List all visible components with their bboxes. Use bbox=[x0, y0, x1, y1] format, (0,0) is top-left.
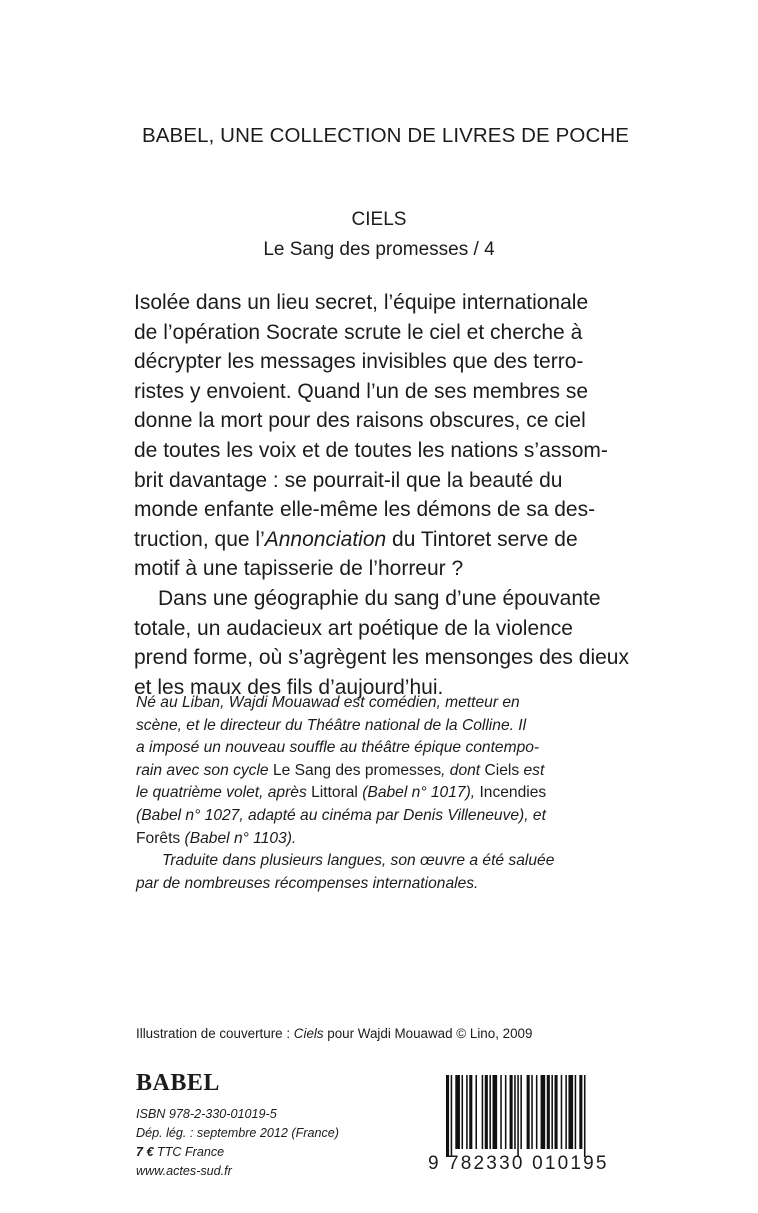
blurb-text: du Tintoret serve de bbox=[386, 527, 578, 551]
barcode-bar bbox=[469, 1075, 472, 1149]
barcode-bar bbox=[565, 1075, 567, 1149]
barcode-bar bbox=[541, 1075, 546, 1149]
bio-line bbox=[136, 782, 616, 805]
bio-line bbox=[136, 715, 616, 738]
blurb-line: prend forme, où s’agrègent les mensonges des dieux bbox=[134, 646, 629, 670]
blurb-line: motif à une tapisserie de l’horreur ? bbox=[134, 557, 464, 581]
credit-text: pour Wajdi Mouawad © Lino, 2009 bbox=[323, 1026, 533, 1041]
bio-text: scène, et le directeur du Théâtre national de la Colline. Il bbox=[136, 716, 527, 734]
author-bio bbox=[136, 692, 616, 895]
barcode-bar bbox=[455, 1075, 460, 1149]
title-block bbox=[200, 205, 558, 265]
legal-deposit: Dép. lég. : septembre 2012 (France) bbox=[136, 1126, 340, 1140]
barcode-bar bbox=[579, 1075, 582, 1149]
bio-line bbox=[136, 850, 616, 873]
blurb-line: brit davantage : se pourrait-il que la beauté du bbox=[134, 468, 563, 492]
barcode-bar bbox=[547, 1075, 550, 1149]
website: www.actes-sud.fr bbox=[136, 1164, 232, 1178]
blurb-line: de toutes les voix et de toutes les nations s’assom- bbox=[134, 438, 608, 462]
barcode-bar bbox=[584, 1075, 586, 1157]
barcode-bar bbox=[489, 1075, 491, 1149]
blurb-line: donne la mort pour des raisons obscures, ce ciel bbox=[134, 409, 586, 433]
barcode-bar bbox=[510, 1075, 513, 1149]
book-subtitle: Le Sang des promesses / 4 bbox=[263, 239, 495, 260]
barcode-bars bbox=[428, 1075, 620, 1157]
blurb-line: de l’opération Socrate scrute le ciel et cherche à bbox=[134, 320, 583, 344]
bio-text: le quatrième volet, après bbox=[136, 784, 312, 802]
publication-info bbox=[136, 1105, 436, 1181]
barcode-bar bbox=[500, 1075, 502, 1149]
barcode-bar bbox=[527, 1075, 530, 1149]
blurb-line: ristes y envoient. Quand l’un de ses membres se bbox=[134, 379, 589, 403]
barcode-bar bbox=[475, 1075, 477, 1149]
blurb-line bbox=[134, 525, 614, 555]
barcode-bar bbox=[551, 1075, 553, 1149]
barcode-bar bbox=[568, 1075, 573, 1149]
bio-text: Traduite dans plusieurs langues, son œuvre a été saluée bbox=[162, 852, 555, 870]
credit-text: Illustration de couverture : bbox=[136, 1026, 294, 1041]
bio-text: (Babel n° 1017), bbox=[357, 784, 480, 802]
barcode-number: 782330 010195 bbox=[448, 1153, 609, 1174]
barcode-bar bbox=[485, 1075, 488, 1149]
blurb bbox=[134, 288, 629, 702]
barcode-bar bbox=[517, 1075, 519, 1157]
barcode-bar bbox=[514, 1075, 516, 1149]
blurb-italic-title: Annonciation bbox=[264, 527, 387, 551]
credit-work: Ciels bbox=[293, 1026, 324, 1041]
barcode-digits bbox=[428, 1153, 620, 1177]
barcode-bar bbox=[493, 1075, 498, 1149]
barcode-bar bbox=[531, 1075, 533, 1149]
barcode-bar bbox=[462, 1075, 464, 1149]
barcode-bar bbox=[555, 1075, 558, 1149]
blurb-text: truction, que l’ bbox=[134, 527, 265, 551]
bio-text: par de nombreuses récompenses internationales. bbox=[136, 874, 479, 892]
bio-text: (Babel n° 1103). bbox=[180, 829, 297, 847]
blurb-line: monde enfante elle-même les démons de sa des- bbox=[134, 498, 596, 522]
price-value: 7 € bbox=[136, 1145, 154, 1159]
blurb-line: Dans une géographie du sang d’une épouvante bbox=[158, 586, 601, 610]
barcode-bar bbox=[520, 1075, 522, 1149]
bio-work-title: Le Sang des promesses bbox=[272, 761, 442, 779]
bio-work-title: Ciels bbox=[484, 761, 520, 779]
cover-credit bbox=[136, 1026, 616, 1041]
collection-line: BABEL, UNE COLLECTION DE LIVRES DE POCHE bbox=[142, 124, 630, 147]
bio-text: rain avec son cycle bbox=[136, 761, 273, 779]
price bbox=[136, 1143, 436, 1162]
bio-line bbox=[136, 737, 616, 760]
isbn: ISBN 978-2-330-01019-5 bbox=[136, 1107, 277, 1121]
bio-text: est bbox=[519, 761, 545, 779]
blurb-line: Isolée dans un lieu secret, l’équipe internationale bbox=[134, 291, 589, 314]
bio-text: (Babel n° 1027, adapté au cinéma par Denis Villeneuve), et bbox=[136, 806, 546, 824]
barcode-bar bbox=[446, 1075, 449, 1157]
bio-line bbox=[136, 805, 616, 828]
blurb-line: totale, un audacieux art poétique de la violence bbox=[134, 616, 573, 640]
barcode-bar bbox=[505, 1075, 507, 1149]
barcode bbox=[428, 1075, 620, 1177]
bio-text: Né au Liban, Wajdi Mouawad est comédien, metteur en bbox=[136, 694, 520, 711]
book-title: CIELS bbox=[351, 209, 407, 230]
barcode-bar bbox=[575, 1075, 577, 1149]
bio-line bbox=[136, 873, 616, 896]
bio-line bbox=[136, 828, 616, 851]
bio-work-title: Forêts bbox=[136, 829, 181, 847]
price-label: TTC France bbox=[153, 1145, 225, 1159]
bio-text: , dont bbox=[441, 761, 485, 779]
barcode-bar bbox=[482, 1075, 484, 1149]
bio-work-title: Littoral bbox=[311, 784, 358, 802]
barcode-bar bbox=[561, 1075, 563, 1149]
bio-line bbox=[136, 692, 616, 715]
bio-work-title: Incendies bbox=[479, 784, 547, 802]
blurb-line: et les maux des fils d’aujourd’hui. bbox=[134, 675, 444, 699]
barcode-bar bbox=[451, 1075, 453, 1157]
bio-line bbox=[136, 760, 616, 783]
bio-text: a imposé un nouveau souffle au théâtre épique contempo- bbox=[136, 739, 540, 757]
barcode-first-digit: 9 bbox=[428, 1153, 441, 1174]
blurb-line: décrypter les messages invisibles que des terro- bbox=[134, 350, 584, 374]
barcode-bar bbox=[466, 1075, 468, 1149]
barcode-bar bbox=[536, 1075, 538, 1149]
publisher-brand: BABEL bbox=[136, 1070, 220, 1096]
